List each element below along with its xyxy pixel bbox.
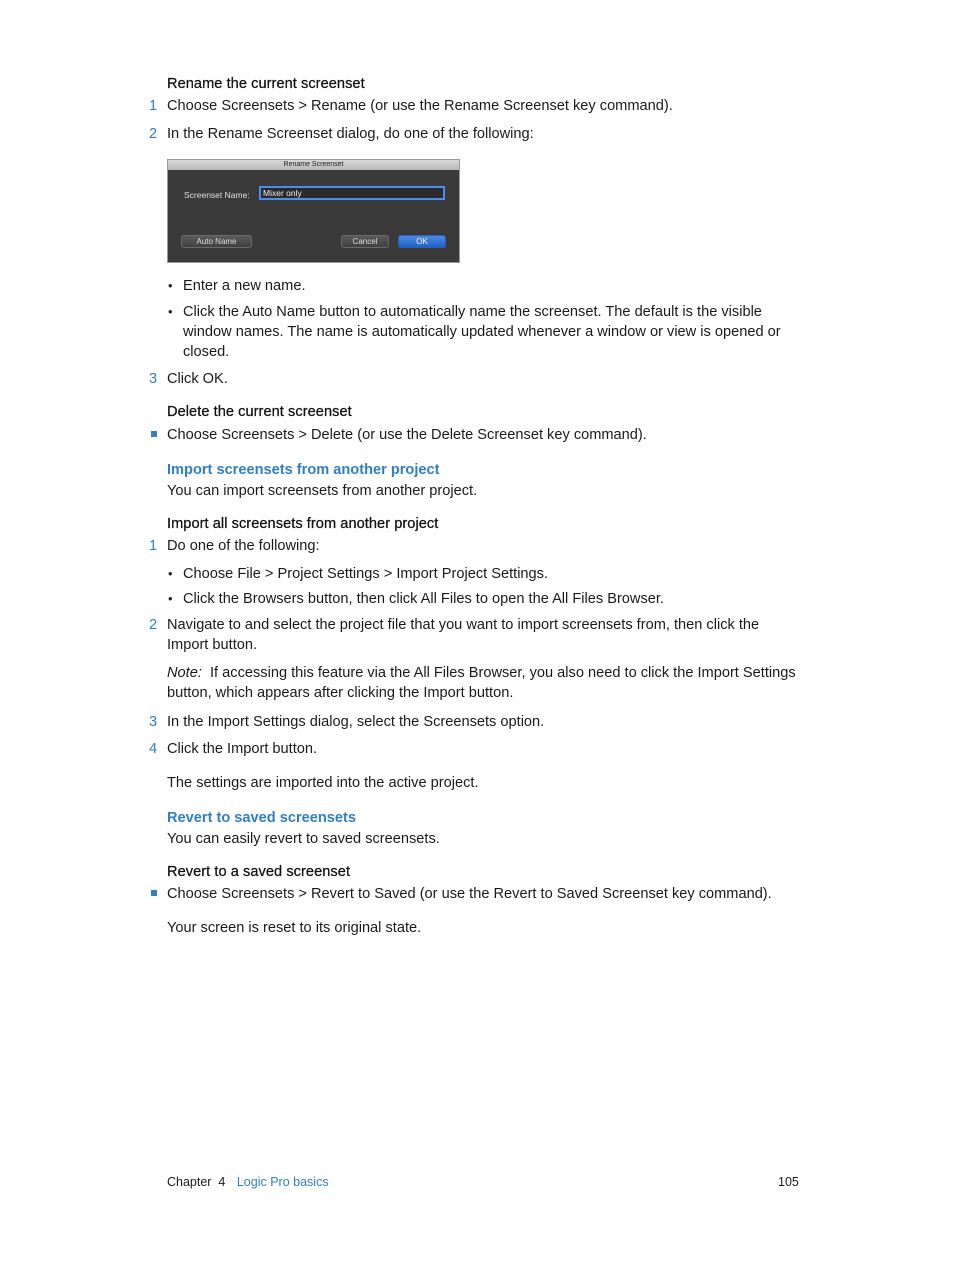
step-number: 4 [149,741,158,757]
bullet: • [168,304,173,319]
dialog-title: Rename Screenset [168,160,459,170]
rename-bullet-1: Enter a new name. [183,278,306,294]
screenset-name-label: Screenset Name: [184,190,250,200]
import-step-3: In the Import Settings dialog, select the Screensets option. [167,714,545,730]
ok-button[interactable]: OK [398,235,446,248]
bullet: • [168,278,173,293]
note-label: Note: [167,665,202,681]
revert-intro: You can easily revert to saved screensets. [167,831,440,847]
import-heading: Import all screensets from another project [167,516,439,532]
rename-step-1: Choose Screensets > Rename (or use the Rename Screenset key command). [167,98,673,114]
import-note [167,663,797,703]
revert-section-title: Revert to saved screensets [167,810,357,826]
step-number: 3 [149,371,158,387]
square-bullet [151,890,157,896]
auto-name-button[interactable]: Auto Name [181,235,252,248]
revert-heading: Revert to a saved screenset [167,864,351,880]
step-number: 1 [149,98,158,114]
import-result: The settings are imported into the active project. [167,775,479,791]
step-number: 2 [149,617,158,633]
note-text: If accessing this feature via the All Files Browser, you also need to click the Import Settings button, which appears after clicking the Import button. [167,665,796,701]
import-bullet-2: Click the Browsers button, then click All Files to open the All Files Browser. [183,591,664,607]
screenset-name-input[interactable]: Mixer only [259,186,445,200]
page-number: 105 [778,1175,799,1189]
bullet: • [168,566,173,581]
revert-result: Your screen is reset to its original state. [167,920,422,936]
import-section-title: Import screensets from another project [167,462,440,478]
rename-heading: Rename the current screenset [167,76,365,92]
import-step-1: Do one of the following: [167,538,320,554]
rename-step-2: In the Rename Screenset dialog, do one of the following: [167,126,534,142]
rename-bullet-2: Click the Auto Name button to automatically name the screenset. The default is the visible window names. The name is automatically updated whenever a window or view is opened or closed. [183,304,781,360]
chapter-title-link[interactable]: Logic Pro basics [236,1175,329,1189]
cancel-button[interactable]: Cancel [341,235,389,248]
import-step-4: Click the Import button. [167,741,318,757]
rename-screenset-dialog [167,159,460,263]
import-bullet-1: Choose File > Project Settings > Import Project Settings. [183,566,549,582]
import-intro: You can import screensets from another project. [167,483,478,499]
step-number: 1 [149,538,158,554]
rename-step-3: Click OK. [167,371,228,387]
chapter-number: Chapter 4 [167,1175,226,1189]
footer-chapter [167,1172,329,1192]
square-bullet [151,431,157,437]
delete-heading: Delete the current screenset [167,404,352,420]
step-number: 3 [149,714,158,730]
revert-item: Choose Screensets > Revert to Saved (or use the Revert to Saved Screenset key command). [167,886,772,902]
bullet: • [168,591,173,606]
import-step-2: Navigate to and select the project file that you want to import screensets from, then click the Import button. [167,617,760,653]
delete-item: Choose Screensets > Delete (or use the Delete Screenset key command). [167,427,647,443]
step-number: 2 [149,126,158,142]
